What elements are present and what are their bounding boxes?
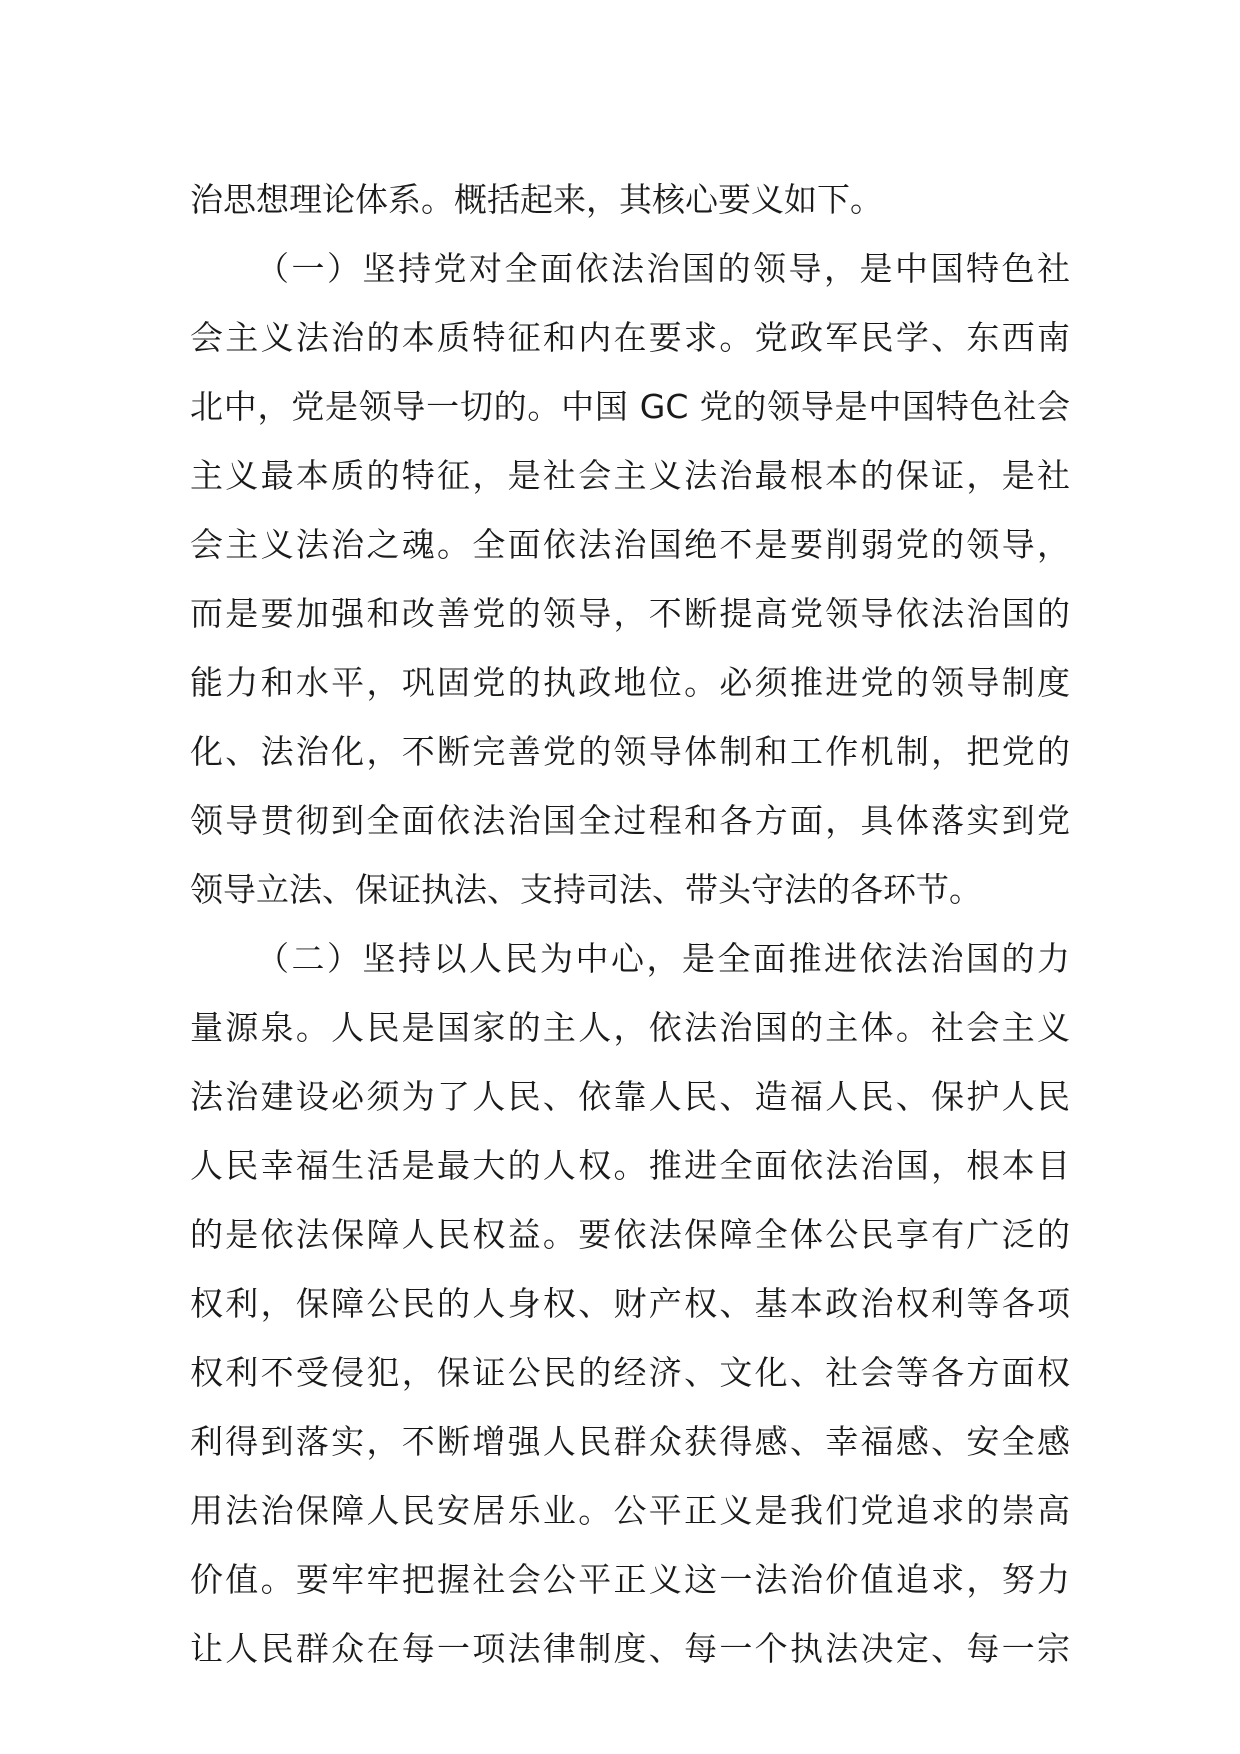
text-line: 权利，保障公民的人身权、财产权、基本政治权利等各项: [190, 1284, 1070, 1323]
text-line: 利得到落实，不断增强人民群众获得感、幸福感、安全感: [190, 1422, 1070, 1461]
text-line: 法治建设必须为了人民、依靠人民、造福人民、保护人民: [190, 1077, 1070, 1116]
text-line: 价值。要牢牢把握社会公平正义这一法治价值追求，努力: [190, 1560, 1070, 1599]
text-line: 北中，党是领导一切的。中国 GC 党的领导是中国特色社会: [190, 387, 1070, 426]
text-line: 会主义法治之魂。全面依法治国绝不是要削弱党的领导，: [190, 525, 1070, 564]
text-line: 化、法治化，不断完善党的领导体制和工作机制，把党的: [190, 732, 1070, 771]
text-line: 领导贯彻到全面依法治国全过程和各方面，具体落实到党: [190, 801, 1070, 840]
paragraph-first-line: （一）坚持党对全面依法治国的领导，是中国特色社: [256, 249, 1070, 288]
text-line: 领导立法、保证执法、支持司法、带头守法的各环节。: [190, 870, 982, 909]
body-text: [190, 165, 1070, 1683]
text-line: 能力和水平，巩固党的执政地位。必须推进党的领导制度: [190, 663, 1070, 702]
text-line: 用法治保障人民安居乐业。公平正义是我们党追求的崇高: [190, 1491, 1070, 1530]
text-line: 人民幸福生活是最大的人权。推进全面依法治国，根本目: [190, 1146, 1070, 1185]
text-line: 权利不受侵犯，保证公民的经济、文化、社会等各方面权: [190, 1353, 1070, 1392]
text-line: 主义最本质的特征，是社会主义法治最根本的保证，是社: [190, 456, 1070, 495]
paragraph-first-line: （二）坚持以人民为中心，是全面推进依法治国的力: [256, 939, 1070, 978]
text-line: 让人民群众在每一项法律制度、每一个执法决定、每一宗: [190, 1629, 1070, 1668]
text-line: 会主义法治的本质特征和内在要求。党政军民学、东西南: [190, 318, 1070, 357]
text-line: 而是要加强和改善党的领导，不断提高党领导依法治国的: [190, 594, 1070, 633]
text-line: 治思想理论体系。概括起来，其核心要义如下。: [190, 180, 883, 219]
text-line: 量源泉。人民是国家的主人，依法治国的主体。社会主义: [190, 1008, 1070, 1047]
text-line: 的是依法保障人民权益。要依法保障全体公民享有广泛的: [190, 1215, 1070, 1254]
